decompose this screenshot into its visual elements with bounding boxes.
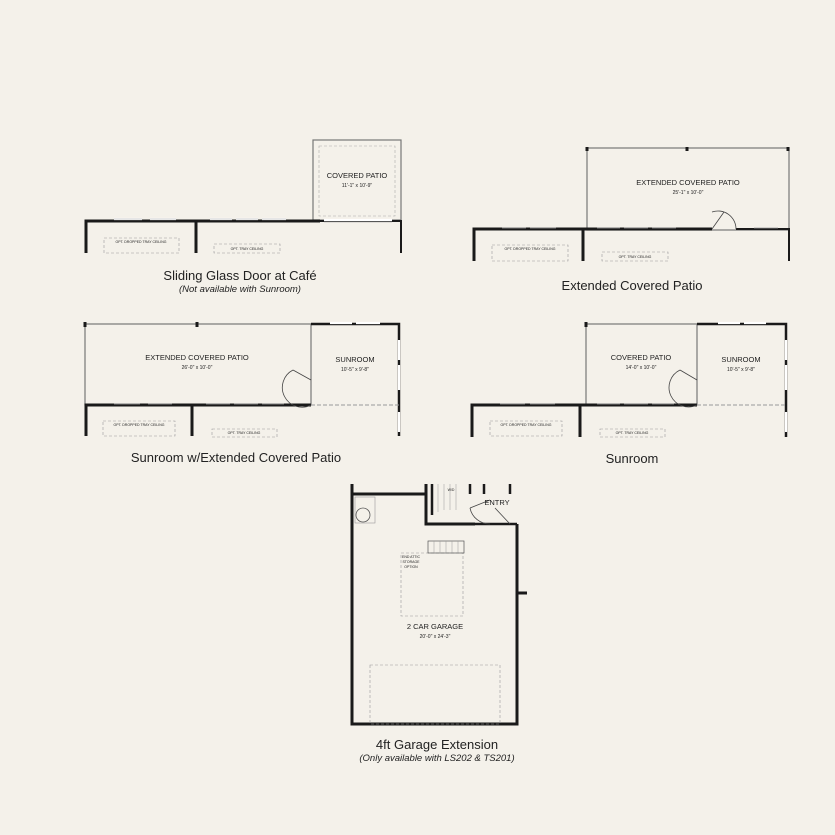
- covered-patio-outline: [313, 140, 401, 220]
- sunroom-windows: [718, 323, 786, 432]
- option-caption: [100, 450, 372, 465]
- extended-patio-outline: [587, 148, 789, 230]
- room-dims: 10'-5" x 9'-8": [727, 367, 755, 373]
- room-name: COVERED PATIO: [610, 353, 672, 362]
- ceiling-label: OPT. DROPPED TRAY CEILING: [115, 240, 167, 244]
- room-dims: 25'-1" x 10'-0": [672, 190, 704, 196]
- option-caption: [512, 278, 752, 293]
- storage-label: STORAGE: [402, 560, 420, 564]
- caption-title: Extended Covered Patio: [561, 278, 703, 293]
- room-name: EXTENDED COVERED PATIO: [636, 178, 740, 187]
- sunroom-windows: [330, 323, 399, 432]
- garage-top-wall: [352, 484, 475, 524]
- room-name: 2 CAR GARAGE: [406, 622, 464, 631]
- option-caption: [317, 737, 557, 764]
- wd-label: W/D: [447, 488, 455, 492]
- sunroom-door: [282, 370, 311, 407]
- house-rear-wall-right: [320, 221, 401, 253]
- ceiling-label: OPT. TRAY CEILING: [227, 431, 261, 435]
- sunroom-door: [669, 370, 697, 407]
- plan-extended-covered-patio: [474, 147, 789, 261]
- room-dims: 26'-0" x 10'-0": [181, 365, 213, 371]
- entry-door-2: [495, 508, 510, 524]
- caption-subtitle: (Not available with Sunroom): [179, 284, 301, 295]
- option-caption: [532, 451, 732, 466]
- garage-door: [370, 665, 500, 724]
- plan-sunroom: [472, 322, 786, 437]
- sunroom-walls: [697, 324, 786, 437]
- ceiling-label: OPT. DROPPED TRAY CEILING: [504, 247, 556, 251]
- room-name: SUNROOM: [721, 355, 761, 364]
- ceiling-label: OPT. DROPPED TRAY CEILING: [113, 423, 165, 427]
- caption-title: 4ft Garage Extension: [375, 737, 499, 752]
- water-heater: [356, 508, 370, 522]
- room-dims: 11'-1" x 10'-9": [341, 183, 373, 189]
- room-dims: 20'-0" x 24'-3": [419, 634, 451, 640]
- room-dims: 14'-0" x 10'-0": [625, 365, 657, 371]
- room-name: COVERED PATIO: [326, 171, 388, 180]
- plan-sliding-glass-door: [86, 140, 401, 253]
- storage-label: END ATTIC: [401, 555, 421, 559]
- room-dims: 10'-5" x 9'-8": [341, 367, 369, 373]
- ceiling-label: OPT. TRAY CEILING: [230, 247, 264, 251]
- sunroom-walls: [311, 324, 399, 436]
- plan-sunroom-extended-patio: [85, 322, 399, 437]
- option-caption: [120, 268, 360, 295]
- caption-title: Sunroom w/Extended Covered Patio: [130, 450, 342, 465]
- garage-walls: [352, 484, 527, 724]
- covered-patio-inner: [319, 146, 395, 216]
- entry-label: ENTRY: [484, 498, 510, 507]
- house-rear-wall-right: [736, 229, 789, 261]
- storage-label: OPTION: [404, 565, 418, 569]
- attic-stairs-lines: [434, 541, 458, 553]
- room-name: SUNROOM: [335, 355, 375, 364]
- patio-door: [712, 211, 736, 229]
- ceiling-label: OPT. DROPPED TRAY CEILING: [500, 423, 552, 427]
- house-rear-wall: [86, 221, 320, 253]
- caption-title: Sliding Glass Door at Café: [163, 268, 317, 283]
- caption-subtitle: (Only available with LS202 & TS201): [359, 753, 515, 764]
- ceiling-label: OPT. TRAY CEILING: [618, 255, 652, 259]
- ceiling-label: OPT. TRAY CEILING: [615, 431, 649, 435]
- room-name: EXTENDED COVERED PATIO: [145, 353, 249, 362]
- caption-title: Sunroom: [605, 451, 659, 466]
- plan-garage-extension: [352, 484, 527, 724]
